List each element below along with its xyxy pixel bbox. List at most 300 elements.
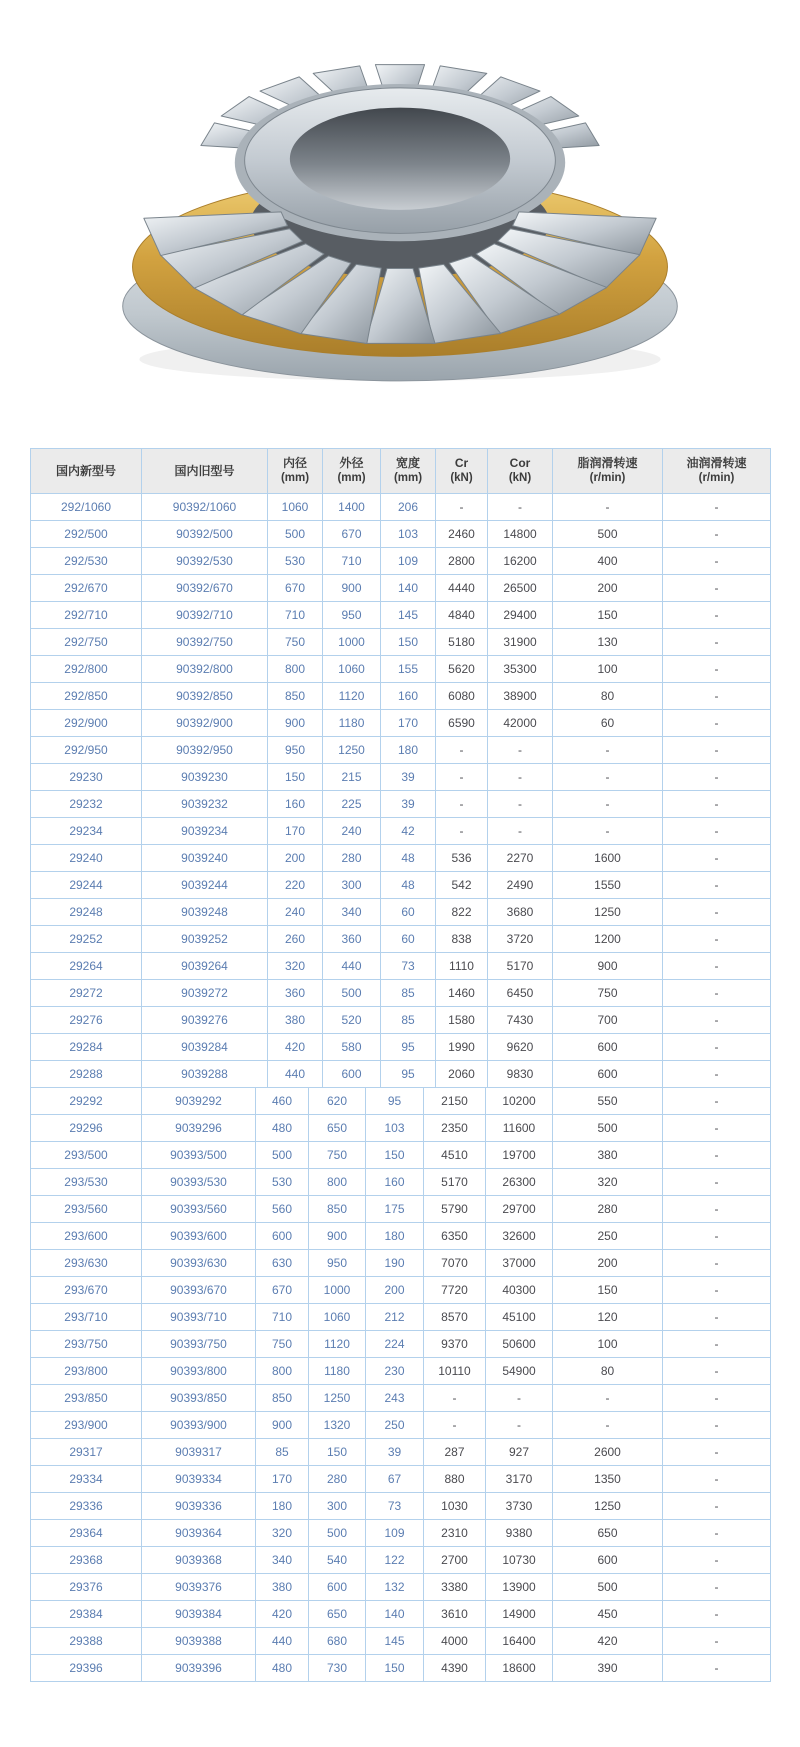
table-cell: 190 (366, 1250, 424, 1277)
table-cell: 60 (553, 710, 663, 737)
col-header-bore (268, 449, 323, 494)
table-cell: 37000 (486, 1250, 553, 1277)
table-cell: 850 (268, 683, 323, 710)
table-cell: 3610 (424, 1601, 486, 1628)
table-cell: 420 (256, 1601, 309, 1628)
table-cell: 80 (553, 1358, 663, 1385)
table-row (31, 494, 771, 521)
table-cell: 29230 (31, 764, 142, 791)
col-header-unit: (mm) (393, 472, 423, 485)
table-cell: 215 (323, 764, 381, 791)
table-cell: 250 (366, 1412, 424, 1439)
table-cell: 29276 (31, 1007, 142, 1034)
table-row (31, 1169, 771, 1196)
col-header-label: Cor (509, 456, 531, 471)
table-cell: 10200 (486, 1088, 553, 1115)
table-cell: 950 (323, 602, 381, 629)
table-cell: - (663, 1547, 771, 1574)
table-cell: 292/500 (31, 521, 142, 548)
table-cell: 29234 (31, 818, 142, 845)
table-cell: 1250 (323, 737, 381, 764)
table-cell: 170 (268, 818, 323, 845)
table-cell: - (663, 1304, 771, 1331)
table-cell: - (663, 548, 771, 575)
table-cell: 170 (256, 1466, 309, 1493)
table-row (31, 1493, 771, 1520)
table-row (31, 953, 771, 980)
table-cell: 200 (553, 575, 663, 602)
table-cell: 29244 (31, 872, 142, 899)
table-cell: - (663, 629, 771, 656)
table-cell: 950 (309, 1250, 366, 1277)
table-cell: 103 (381, 521, 436, 548)
table-cell: 9039334 (142, 1466, 256, 1493)
table-cell: 120 (553, 1304, 663, 1331)
table-cell: 950 (268, 737, 323, 764)
table-cell: 600 (553, 1061, 663, 1088)
table-cell: 122 (366, 1547, 424, 1574)
table-cell: 710 (256, 1304, 309, 1331)
table-row (31, 845, 771, 872)
table-cell: - (663, 926, 771, 953)
table-cell: 3680 (488, 899, 553, 926)
table-cell: 2600 (553, 1439, 663, 1466)
table-row (31, 1520, 771, 1547)
table-cell: 5170 (488, 953, 553, 980)
table-cell: 380 (553, 1142, 663, 1169)
table-cell: 9039368 (142, 1547, 256, 1574)
table-cell: 2270 (488, 845, 553, 872)
table-row (31, 710, 771, 737)
table-cell: 109 (366, 1520, 424, 1547)
table-cell: 750 (553, 980, 663, 1007)
table-cell: 140 (366, 1601, 424, 1628)
table-cell: 9039252 (142, 926, 268, 953)
table-cell: 29384 (31, 1601, 142, 1628)
table-row (31, 1277, 771, 1304)
table-cell: 293/500 (31, 1142, 142, 1169)
table-cell: 95 (366, 1088, 424, 1115)
table-row (31, 1007, 771, 1034)
col-header-cor (488, 449, 553, 494)
table-cell: 293/750 (31, 1331, 142, 1358)
table-row (31, 629, 771, 656)
table-cell: - (486, 1412, 553, 1439)
table-cell: 536 (436, 845, 488, 872)
table-cell: - (663, 1439, 771, 1466)
table-cell: 293/710 (31, 1304, 142, 1331)
table-cell: 580 (323, 1034, 381, 1061)
table-cell: 90392/710 (142, 602, 268, 629)
table-cell: 650 (309, 1601, 366, 1628)
table-row (31, 683, 771, 710)
table-cell: 29292 (31, 1088, 142, 1115)
table-cell: 293/600 (31, 1223, 142, 1250)
table-cell: 85 (381, 1007, 436, 1034)
spec-table-upper (30, 448, 771, 1088)
table-cell: 150 (366, 1655, 424, 1682)
table-cell: 9620 (488, 1034, 553, 1061)
col-header-label: Cr (454, 456, 469, 471)
table-row (31, 737, 771, 764)
table-cell: 292/750 (31, 629, 142, 656)
table-cell: 19700 (486, 1142, 553, 1169)
table-cell: - (663, 656, 771, 683)
spec-table-lower (30, 1087, 771, 1682)
table-cell: 4390 (424, 1655, 486, 1682)
table-row (31, 872, 771, 899)
table-cell: 9039234 (142, 818, 268, 845)
table-cell: 440 (268, 1061, 323, 1088)
table-cell: 927 (486, 1439, 553, 1466)
col-header-grease-speed (553, 449, 663, 494)
table-cell: - (488, 764, 553, 791)
table-cell: 10110 (424, 1358, 486, 1385)
table-cell: 292/950 (31, 737, 142, 764)
table-cell: 800 (268, 656, 323, 683)
table-cell: 225 (323, 791, 381, 818)
table-cell: 130 (553, 629, 663, 656)
table-cell: 293/670 (31, 1277, 142, 1304)
col-header-label: 外径 (339, 456, 364, 471)
table-cell: - (663, 1493, 771, 1520)
table-cell: 90393/670 (142, 1277, 256, 1304)
table-cell: 9039248 (142, 899, 268, 926)
col-header-width (381, 449, 436, 494)
table-cell: 3380 (424, 1574, 486, 1601)
table-cell: 9039272 (142, 980, 268, 1007)
col-header-new-model (31, 449, 142, 494)
table-cell: 5180 (436, 629, 488, 656)
product-image-area (0, 0, 800, 400)
col-header-cr (436, 449, 488, 494)
table-row (31, 1358, 771, 1385)
col-header-label: 油润滑转速 (686, 456, 747, 471)
table-row (31, 1223, 771, 1250)
table-cell: 100 (553, 656, 663, 683)
table-cell: - (488, 494, 553, 521)
table-cell: 480 (256, 1115, 309, 1142)
table-cell: 800 (309, 1169, 366, 1196)
table-cell: 560 (256, 1196, 309, 1223)
table-cell: 620 (309, 1088, 366, 1115)
table-cell: 1250 (309, 1385, 366, 1412)
table-cell: 320 (268, 953, 323, 980)
table-cell: 380 (268, 1007, 323, 1034)
table-cell: 850 (256, 1385, 309, 1412)
table-cell: 90392/750 (142, 629, 268, 656)
table-cell: 5790 (424, 1196, 486, 1223)
table-cell: 4000 (424, 1628, 486, 1655)
table-cell: 1000 (309, 1277, 366, 1304)
col-header-label: 内径 (282, 456, 307, 471)
table-cell: 90392/900 (142, 710, 268, 737)
table-cell: 29388 (31, 1628, 142, 1655)
table-cell: 90393/710 (142, 1304, 256, 1331)
col-header-unit: (kN) (508, 472, 532, 485)
table-cell: 600 (553, 1034, 663, 1061)
table-cell: 292/670 (31, 575, 142, 602)
table-cell: 2060 (436, 1061, 488, 1088)
table-cell: 90393/530 (142, 1169, 256, 1196)
table-cell: 420 (268, 1034, 323, 1061)
table-cell: - (663, 602, 771, 629)
table-cell: 1350 (553, 1466, 663, 1493)
table-cell: - (553, 1385, 663, 1412)
table-cell: 710 (323, 548, 381, 575)
table-cell: 900 (268, 710, 323, 737)
table-cell: 360 (268, 980, 323, 1007)
table-cell: 29232 (31, 791, 142, 818)
table-cell: 9039264 (142, 953, 268, 980)
table-cell: 9039288 (142, 1061, 268, 1088)
table-row (31, 764, 771, 791)
table-cell: 73 (381, 953, 436, 980)
table-cell: 838 (436, 926, 488, 953)
table-cell: 7720 (424, 1277, 486, 1304)
table-cell: 50600 (486, 1331, 553, 1358)
table-cell: 500 (553, 1115, 663, 1142)
table-cell: 500 (553, 1574, 663, 1601)
table-cell: 54900 (486, 1358, 553, 1385)
table-cell: - (663, 1520, 771, 1547)
table-cell: - (663, 1034, 771, 1061)
table-cell: 220 (268, 872, 323, 899)
table-cell: 11600 (486, 1115, 553, 1142)
table-cell: 287 (424, 1439, 486, 1466)
table-cell: - (488, 791, 553, 818)
table-row (31, 1331, 771, 1358)
table-cell: - (663, 899, 771, 926)
table-cell: 460 (256, 1088, 309, 1115)
table-row (31, 1304, 771, 1331)
table-cell: 10730 (486, 1547, 553, 1574)
table-cell: 29252 (31, 926, 142, 953)
table-cell: 800 (256, 1358, 309, 1385)
table-cell: 292/1060 (31, 494, 142, 521)
table-cell: 29296 (31, 1115, 142, 1142)
table-cell: 145 (381, 602, 436, 629)
table-cell: 90393/600 (142, 1223, 256, 1250)
table-cell: 390 (553, 1655, 663, 1682)
table-cell: 243 (366, 1385, 424, 1412)
table-cell: - (663, 1196, 771, 1223)
table-cell: 9039244 (142, 872, 268, 899)
table-cell: 224 (366, 1331, 424, 1358)
table-cell: - (663, 1358, 771, 1385)
table-cell: 320 (256, 1520, 309, 1547)
table-cell: 38900 (488, 683, 553, 710)
table-cell: - (436, 494, 488, 521)
spec-table-area (30, 448, 770, 1682)
table-cell: 2310 (424, 1520, 486, 1547)
table-cell: - (663, 791, 771, 818)
table-cell: 550 (553, 1088, 663, 1115)
table-cell: 9039317 (142, 1439, 256, 1466)
table-cell: 29288 (31, 1061, 142, 1088)
table-cell: - (663, 1385, 771, 1412)
table-cell: 85 (381, 980, 436, 1007)
table-cell: 39 (381, 764, 436, 791)
table-cell: 250 (553, 1223, 663, 1250)
table-cell: 650 (553, 1520, 663, 1547)
table-cell: - (488, 737, 553, 764)
table-cell: 9039384 (142, 1601, 256, 1628)
table-cell: 67 (366, 1466, 424, 1493)
table-cell: 1000 (323, 629, 381, 656)
table-cell: - (663, 683, 771, 710)
table-cell: 400 (553, 548, 663, 575)
table-cell: 35300 (488, 656, 553, 683)
table-cell: 500 (309, 1520, 366, 1547)
table-cell: 150 (268, 764, 323, 791)
table-cell: 600 (553, 1547, 663, 1574)
table-cell: 8570 (424, 1304, 486, 1331)
table-cell: 293/560 (31, 1196, 142, 1223)
table-cell: 6590 (436, 710, 488, 737)
table-row (31, 1088, 771, 1115)
table-row (31, 818, 771, 845)
table-cell: 29700 (486, 1196, 553, 1223)
table-cell: 90392/950 (142, 737, 268, 764)
table-cell: 160 (268, 791, 323, 818)
table-cell: 2150 (424, 1088, 486, 1115)
table-cell: 14900 (486, 1601, 553, 1628)
table-cell: 95 (381, 1061, 436, 1088)
table-cell: 170 (381, 710, 436, 737)
table-cell: - (663, 818, 771, 845)
table-cell: - (663, 1412, 771, 1439)
table-cell: 18600 (486, 1655, 553, 1682)
table-row (31, 1655, 771, 1682)
table-cell: 500 (256, 1142, 309, 1169)
table-cell: 29284 (31, 1034, 142, 1061)
table-cell: 900 (553, 953, 663, 980)
table-cell: 1460 (436, 980, 488, 1007)
table-cell: - (663, 980, 771, 1007)
table-row (31, 980, 771, 1007)
table-cell: 90393/630 (142, 1250, 256, 1277)
col-header-unit: (r/min) (589, 472, 626, 485)
table-cell: 293/900 (31, 1412, 142, 1439)
table-cell: 180 (381, 737, 436, 764)
table-cell: 5170 (424, 1169, 486, 1196)
table-cell: 9039232 (142, 791, 268, 818)
table-cell: 9039296 (142, 1115, 256, 1142)
table-cell: 260 (268, 926, 323, 953)
table-cell: 150 (309, 1439, 366, 1466)
table-cell: 26500 (488, 575, 553, 602)
table-cell: 292/850 (31, 683, 142, 710)
table-cell: 29240 (31, 845, 142, 872)
table-cell: 1250 (553, 1493, 663, 1520)
table-cell: 95 (381, 1034, 436, 1061)
table-cell: 340 (256, 1547, 309, 1574)
table-cell: 500 (268, 521, 323, 548)
table-cell: 1580 (436, 1007, 488, 1034)
table-cell: - (663, 1331, 771, 1358)
table-cell: 29336 (31, 1493, 142, 1520)
table-cell: 90393/500 (142, 1142, 256, 1169)
table-row (31, 1574, 771, 1601)
table-cell: 230 (366, 1358, 424, 1385)
bearing-image (105, 10, 695, 390)
table-row (31, 1115, 771, 1142)
table-row (31, 1628, 771, 1655)
table-row (31, 521, 771, 548)
table-cell: 150 (366, 1142, 424, 1169)
table-cell: 670 (256, 1277, 309, 1304)
table-cell: 29317 (31, 1439, 142, 1466)
col-header-oil-speed (663, 449, 771, 494)
table-cell: 240 (323, 818, 381, 845)
table-cell: 280 (553, 1196, 663, 1223)
table-cell: 145 (366, 1628, 424, 1655)
table-cell: 42 (381, 818, 436, 845)
table-cell: 1180 (323, 710, 381, 737)
table-cell: 90393/850 (142, 1385, 256, 1412)
table-cell: 670 (268, 575, 323, 602)
table-cell: 90393/750 (142, 1331, 256, 1358)
table-cell: 73 (366, 1493, 424, 1520)
table-cell: 2800 (436, 548, 488, 575)
table-cell: 9039388 (142, 1628, 256, 1655)
table-cell: 103 (366, 1115, 424, 1142)
col-header-unit: (r/min) (698, 472, 735, 485)
table-cell: 29264 (31, 953, 142, 980)
col-header-unit: (mm) (280, 472, 310, 485)
table-cell: - (553, 494, 663, 521)
table-row (31, 791, 771, 818)
table-cell: 1030 (424, 1493, 486, 1520)
table-row (31, 602, 771, 629)
table-row (31, 548, 771, 575)
table-cell: 292/530 (31, 548, 142, 575)
table-cell: 90392/530 (142, 548, 268, 575)
table-cell: 132 (366, 1574, 424, 1601)
table-cell: 680 (309, 1628, 366, 1655)
table-cell: - (488, 818, 553, 845)
table-cell: - (663, 872, 771, 899)
table-cell: 420 (553, 1628, 663, 1655)
table-cell: 542 (436, 872, 488, 899)
table-cell: 160 (366, 1169, 424, 1196)
table-cell: - (663, 1601, 771, 1628)
table-cell: - (663, 494, 771, 521)
table-cell: 1990 (436, 1034, 488, 1061)
table-cell: 40300 (486, 1277, 553, 1304)
table-cell: 1180 (309, 1358, 366, 1385)
table-cell: - (436, 764, 488, 791)
table-cell: 180 (366, 1223, 424, 1250)
table-row (31, 1412, 771, 1439)
table-cell: 48 (381, 845, 436, 872)
table-cell: 32600 (486, 1223, 553, 1250)
table-header-row (31, 449, 771, 494)
table-cell: 39 (366, 1439, 424, 1466)
table-cell: 48 (381, 872, 436, 899)
table-cell: 29368 (31, 1547, 142, 1574)
table-cell: 9039240 (142, 845, 268, 872)
table-cell: 29400 (488, 602, 553, 629)
table-cell: 500 (553, 521, 663, 548)
table-cell: 26300 (486, 1169, 553, 1196)
table-cell: 29396 (31, 1655, 142, 1682)
table-cell: 750 (268, 629, 323, 656)
table-cell: 9039292 (142, 1088, 256, 1115)
table-cell: - (663, 710, 771, 737)
table-cell: 880 (424, 1466, 486, 1493)
